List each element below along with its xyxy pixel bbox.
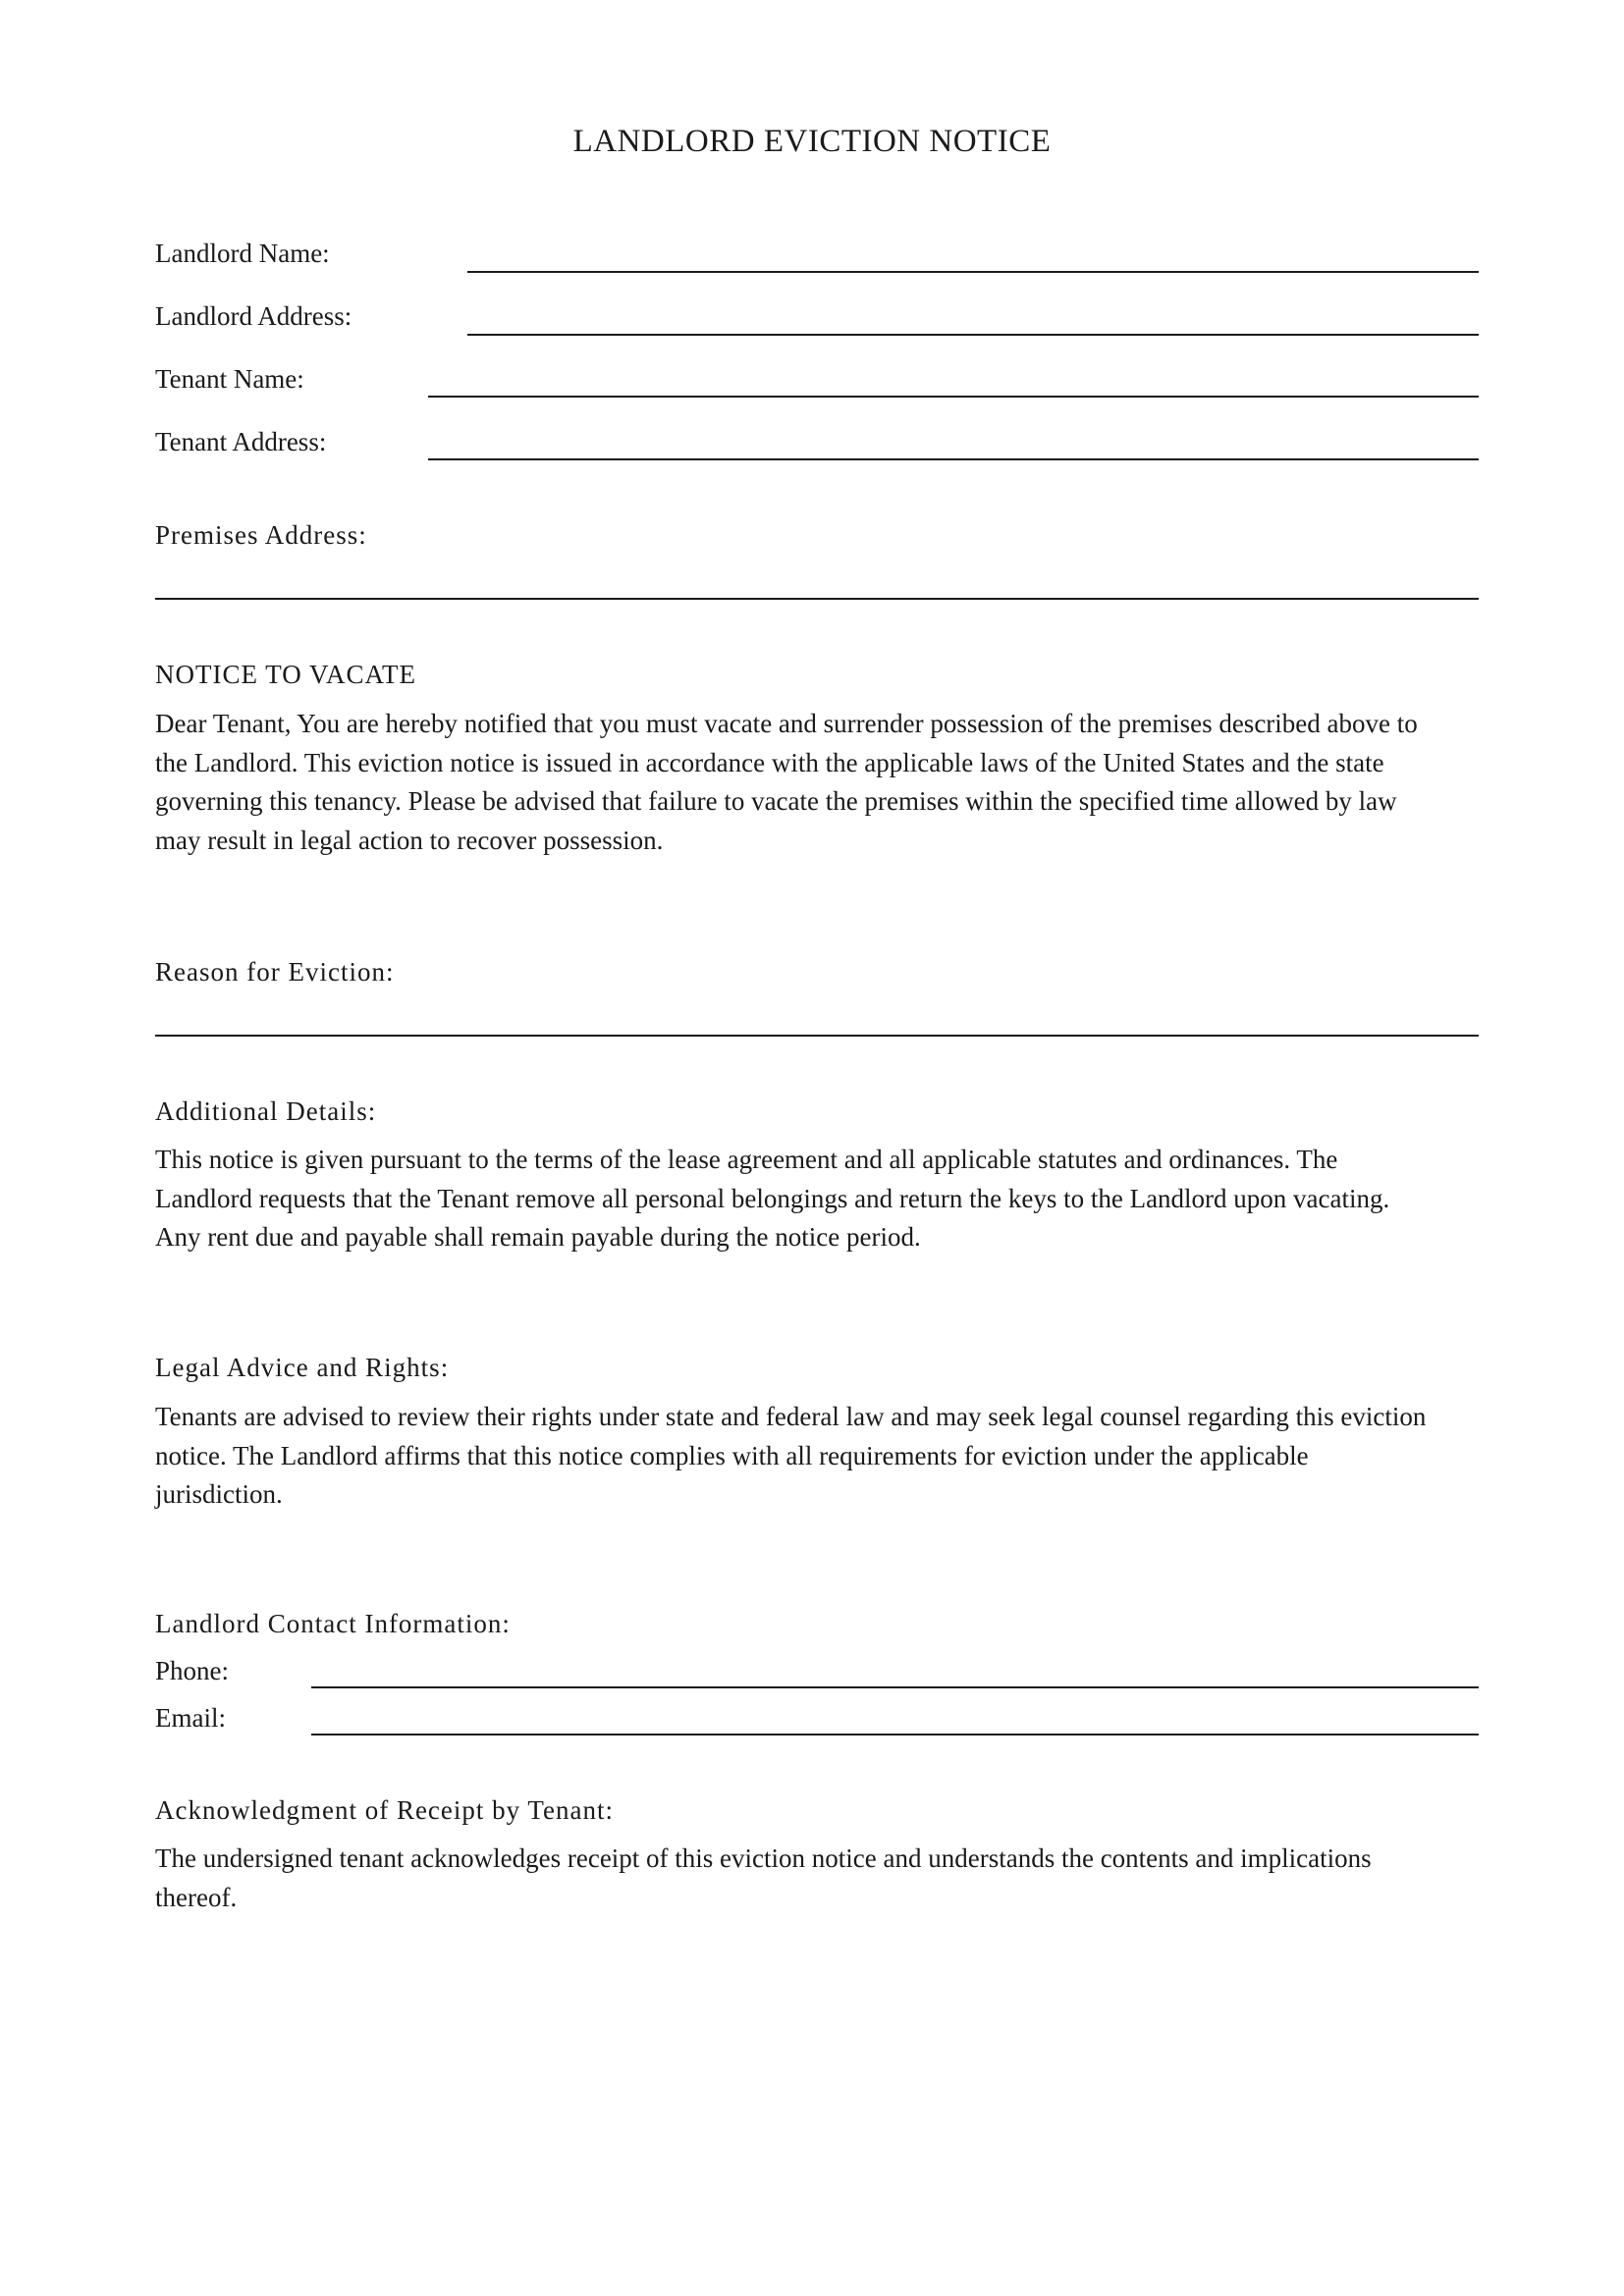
tenant-name-field[interactable] [428, 396, 1479, 398]
email-field[interactable] [311, 1734, 1479, 1735]
notice-line: Dear Tenant, You are hereby notified that you must vacate and surrender possession of the premises described above to [155, 709, 1418, 738]
acknowledgment-body [155, 1840, 1490, 1917]
notice-line: the Landlord. This eviction notice is issued in accordance with the applicable laws of the United States and the state [155, 747, 1384, 777]
acknowledgment-heading: Acknowledgment of Receipt by Tenant: [155, 1795, 614, 1825]
legal-line: jurisdiction. [155, 1479, 283, 1509]
additional-line: Any rent due and payable shall remain payable during the notice period. [155, 1222, 921, 1252]
landlord-address-label: Landlord Address: [155, 301, 352, 331]
landlord-name-field[interactable] [467, 271, 1479, 273]
tenant-address-label: Tenant Address: [155, 427, 327, 456]
notice-line: may result in legal action to recover possession. [155, 825, 664, 855]
notice-heading: NOTICE TO VACATE [155, 660, 417, 689]
additional-line: This notice is given pursuant to the terms of the lease agreement and all applicable statutes and ordinances. The [155, 1145, 1338, 1174]
legal-line: Tenants are advised to review their rights under state and federal law and may seek legal counsel regarding this eviction [155, 1402, 1427, 1431]
reason-label: Reason for Eviction: [155, 957, 395, 987]
additional-line: Landlord requests that the Tenant remove all personal belongings and return the keys to the Landlord upon vacating. [155, 1183, 1390, 1213]
acknowledgment-line: thereof. [155, 1882, 238, 1912]
contact-heading: Landlord Contact Information: [155, 1609, 511, 1638]
tenant-name-label: Tenant Name: [155, 364, 304, 394]
document-title: LANDLORD EVICTION NOTICE [572, 124, 1052, 159]
landlord-name-label: Landlord Name: [155, 239, 330, 268]
notice-body [155, 705, 1490, 860]
notice-line: governing this tenancy. Please be advised that failure to vacate the premises within the specified time allowed by law [155, 786, 1397, 816]
premises-address-label: Premises Address: [155, 520, 367, 550]
legal-body [155, 1398, 1490, 1515]
phone-field[interactable] [311, 1686, 1479, 1688]
reason-field[interactable] [155, 1035, 1479, 1037]
additional-body [155, 1141, 1490, 1257]
tenant-address-field[interactable] [428, 458, 1479, 460]
premises-address-field[interactable] [155, 598, 1479, 600]
email-label: Email: [155, 1703, 226, 1733]
phone-label: Phone: [155, 1656, 230, 1685]
landlord-address-field[interactable] [467, 334, 1479, 336]
legal-heading: Legal Advice and Rights: [155, 1353, 450, 1382]
legal-line: notice. The Landlord affirms that this notice complies with all requirements for eviction under the applicable [155, 1440, 1309, 1470]
additional-heading: Additional Details: [155, 1096, 377, 1126]
acknowledgment-line: The undersigned tenant acknowledges receipt of this eviction notice and understands the contents and implications [155, 1843, 1372, 1873]
